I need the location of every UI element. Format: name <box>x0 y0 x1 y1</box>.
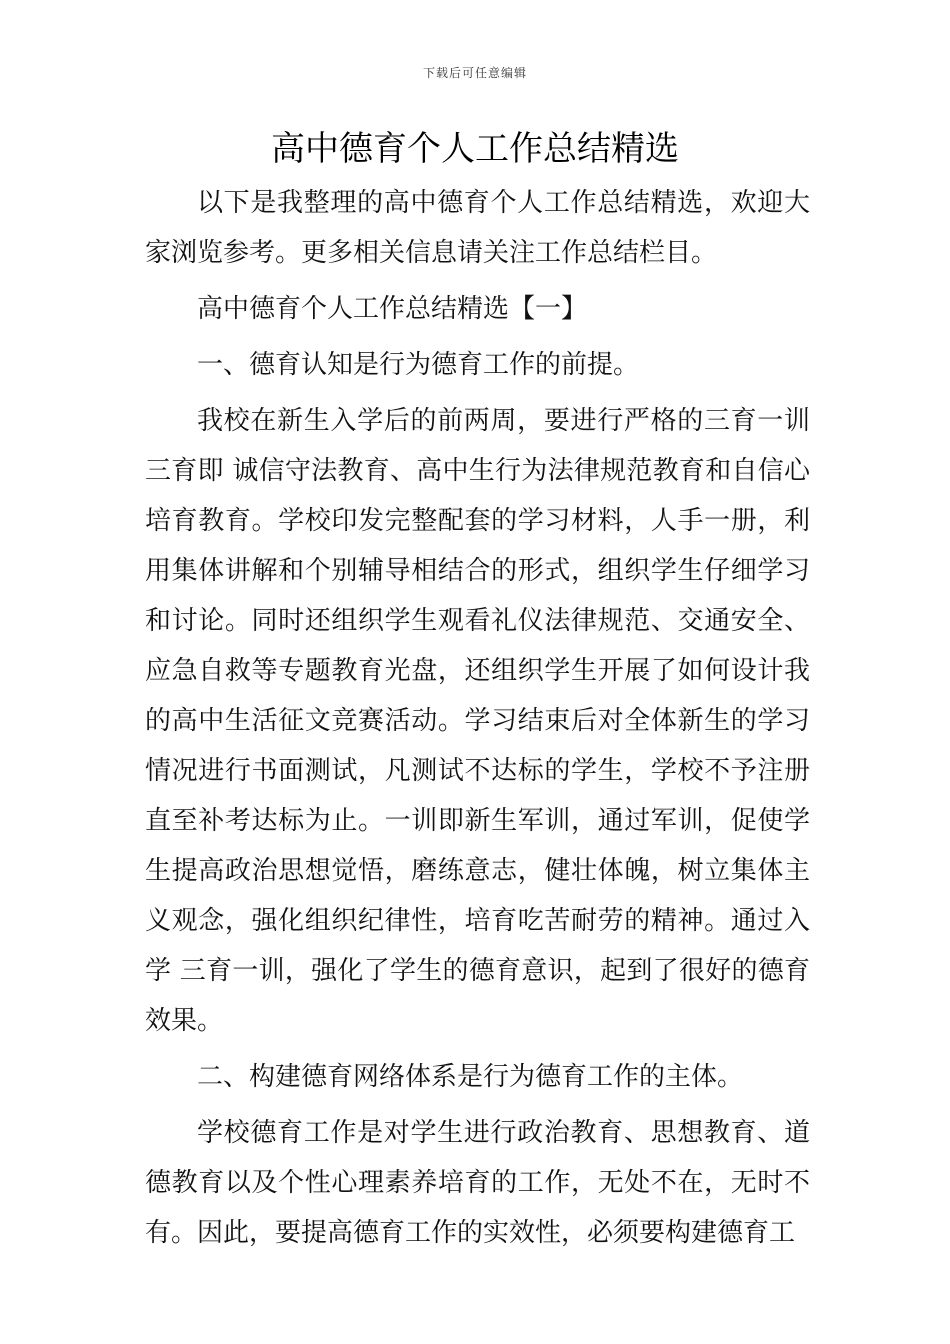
section-heading-one: 高中德育个人工作总结精选【一】 <box>197 294 588 324</box>
document-title: 高中德育个人工作总结精选 <box>271 129 679 169</box>
subheading-two: 二、构建德育网络体系是行为德育工作的主体。 <box>197 1062 744 1092</box>
subheading-one: 一、德育认知是行为德育工作的前提。 <box>197 350 640 380</box>
body-paragraph-one: 我校在新生入学后的前两周，要进行严格的三育一训三育即 诚信守法教育、高中生行为法律规范教育和自信心培育教育。学校印发完整配套的学习材料，人手一册，利用集体讲解和个别辅导相结合的形式，组织学生仔细学习和讨论。同时还组织学生观看礼仪法律规范、交通安全、应急自救等专题教育光盘，还组织学生开展了如何设计我的高中生活征文竞赛活动。学习结束后对全体新生的学习情况进行书面测试，凡测试不达标的学生，学校不予注册直至补考达标为止。一训即新生军训，通过军训，促使学生提高政治思想觉悟，磨练意志，健壮体魄，树立集体主义观念，强化组织纪律性，培育吃苦耐劳的精神。通过入学 三育一训，强化了学生的德育意识，起到了很好的德育效果。 <box>145 406 810 1036</box>
header-note: 下载后可任意编辑 <box>422 66 527 80</box>
intro-paragraph: 以下是我整理的高中德育个人工作总结精选，欢迎大家浏览参考。更多相关信息请关注工作总结栏目。 <box>145 188 810 268</box>
document-body <box>145 178 810 1258</box>
body-paragraph-two: 学校德育工作是对学生进行政治教育、思想教育、道德教育以及个性心理素养培育的工作，无处不在，无时不有。因此，要提高德育工作的实效性，必须要构建德育工 <box>145 1118 810 1248</box>
